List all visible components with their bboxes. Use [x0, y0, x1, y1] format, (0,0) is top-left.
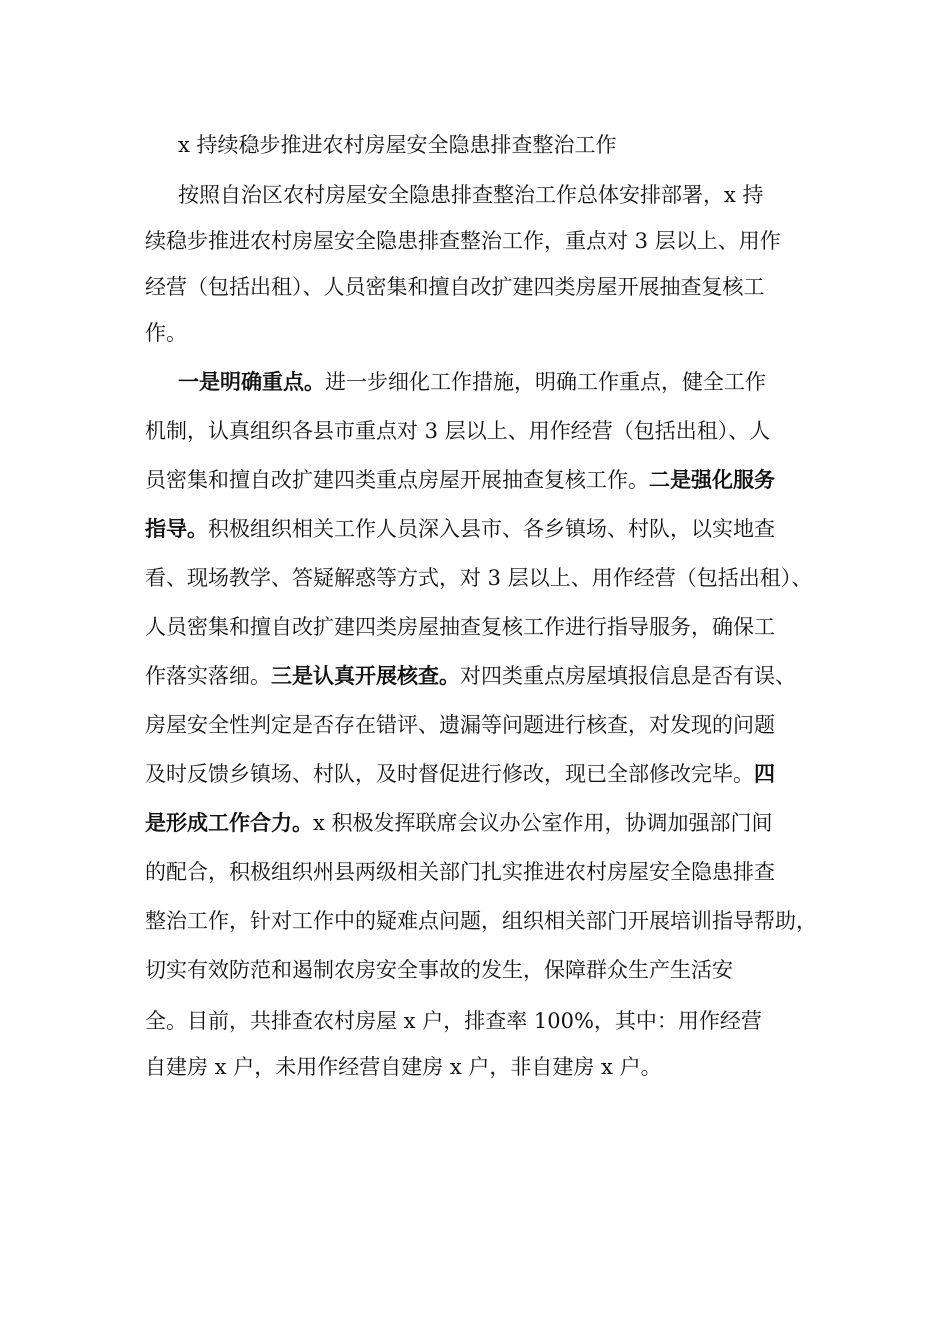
intro-line-4: 作。: [145, 321, 187, 345]
body-line-2: 机制，认真组织各县市重点对 3 层以上、用作经营（包括出租）、人: [145, 419, 771, 443]
document-title: x 持续稳步推进农村房屋安全隐患排查整治工作: [178, 133, 617, 157]
body-text: 员密集和擅自改扩建四类重点房屋开展抽查复核工作。: [145, 468, 649, 492]
body-line-12: 整治工作，针对工作中的疑难点问题，组织相关部门开展培训指导帮助，: [145, 909, 817, 933]
intro-line-3: 经营（包括出租）、人员密集和擅自改扩建四类房屋开展抽查复核工: [145, 275, 765, 299]
body-line-11: 的配合，积极组织州县两级相关部门扎实推进农村房屋安全隐患排查: [145, 860, 775, 884]
point-two-heading-cont: 指导。: [145, 517, 208, 541]
body-line-7: [145, 661, 796, 691]
body-line-6: 人员密集和擅自改扩建四类房屋抽查复核工作进行指导服务，确保工: [145, 615, 775, 639]
point-four-heading: 四: [754, 762, 775, 786]
body-line-14: 全。目前，共排查农村房屋 x 户，排查率 100%，其中：用作经营: [145, 1009, 762, 1033]
point-one-heading: 一是明确重点。: [178, 370, 325, 394]
body-line-5: 看、现场教学、答疑解惑等方式，对 3 层以上、用作经营（包括出租）、: [145, 566, 813, 590]
intro-line-2: 续稳步推进农村房屋安全隐患排查整治工作，重点对 3 层以上、用作: [145, 229, 781, 253]
body-text: 积极组织相关工作人员深入县市、各乡镇场、村队，以实地查: [208, 517, 775, 541]
body-line-4: [145, 514, 775, 544]
body-line-1: [178, 367, 766, 397]
body-line-8: 房屋安全性判定是否存在错评、遗漏等问题进行核查，对发现的问题: [145, 713, 775, 737]
body-line-15: 自建房 x 户，未用作经营自建房 x 户，非自建房 x 户。: [145, 1055, 662, 1079]
body-text: 对四类重点房屋填报信息是否有误、: [460, 664, 796, 688]
body-line-10: [145, 808, 773, 838]
body-text: 作落实落细。: [145, 664, 271, 688]
point-four-heading-cont: 是形成工作合力。: [145, 811, 313, 835]
point-three-heading: 三是认真开展核查。: [271, 664, 460, 688]
body-line-13: 切实有效防范和遏制农房安全事故的发生，保障群众生产生活安: [145, 958, 733, 982]
body-text: x 积极发挥联席会议办公室作用，协调加强部门间: [313, 811, 773, 835]
body-line-9: [145, 759, 775, 789]
body-text: 进一步细化工作措施，明确工作重点，健全工作: [325, 370, 766, 394]
body-text: 及时反馈乡镇场、村队，及时督促进行修改，现已全部修改完毕。: [145, 762, 754, 786]
intro-line-1: 按照自治区农村房屋安全隐患排查整治工作总体安排部署，x 持: [178, 183, 764, 207]
body-line-3: [145, 465, 775, 495]
point-two-heading: 二是强化服务: [649, 468, 775, 492]
